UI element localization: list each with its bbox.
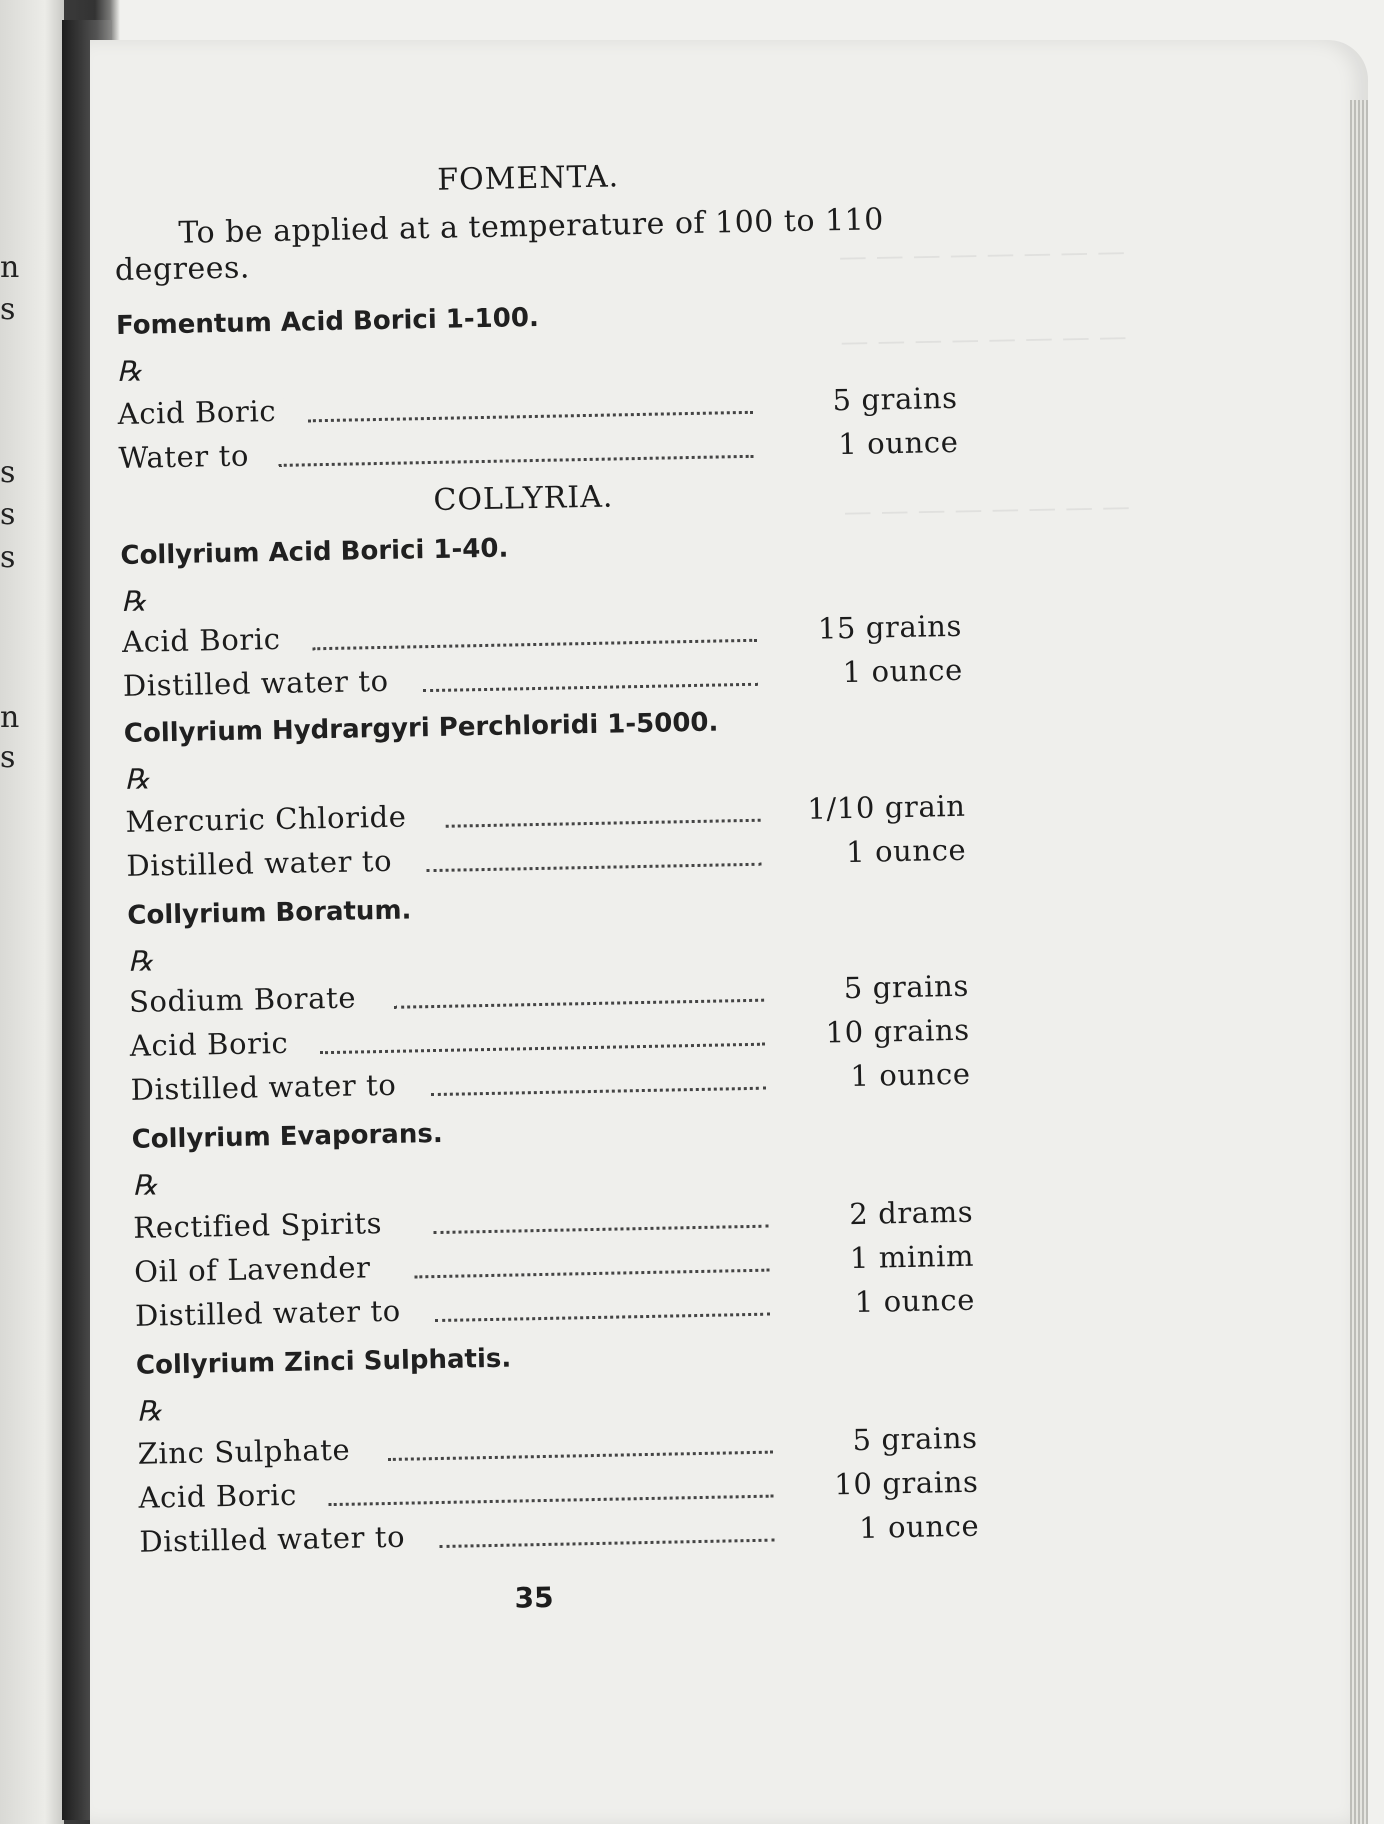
ingredient-amount: 1 ounce <box>858 1508 980 1545</box>
ingredient-amount: 1 minim <box>849 1238 975 1276</box>
leader-dots <box>446 819 761 828</box>
formula-heading: Collyrium Boratum. <box>127 895 412 931</box>
ingredient-name: Distilled water to <box>123 664 397 703</box>
left-page-fragment: s <box>0 455 16 490</box>
rx-symbol: ℞ <box>132 1168 158 1202</box>
leader-dots <box>431 1087 766 1096</box>
intro-line-1: To be applied at a temperature of 100 to 110 <box>178 202 885 251</box>
ingredient-name: Distilled water to <box>126 844 400 883</box>
leader-dots <box>388 1451 773 1461</box>
formula-heading: Collyrium Evaporans. <box>131 1118 443 1155</box>
leader-dots <box>414 1269 769 1279</box>
ingredient-name: Mercuric Chloride <box>125 799 415 839</box>
ingredient-amount: 5 grains <box>852 1420 978 1458</box>
left-page-fragment: s <box>0 740 16 775</box>
leader-dots <box>312 639 757 651</box>
leader-dots <box>308 411 753 423</box>
ingredient-amount: 1 ounce <box>842 652 964 690</box>
left-page-fragment: s <box>0 540 16 575</box>
leader-dots <box>427 863 762 872</box>
ingredient-name: Distilled water to <box>139 1520 413 1559</box>
rx-symbol: ℞ <box>121 584 147 618</box>
show-through: — — — — — — — — <box>843 489 1131 529</box>
leader-dots <box>329 1495 774 1507</box>
formula-heading: Collyrium Zinci Sulphatis. <box>135 1343 512 1381</box>
ingredient-name: Sodium Borate <box>129 980 365 1019</box>
page-number: 35 <box>514 1580 554 1615</box>
left-page-edge <box>0 0 64 1824</box>
left-page-fragment: n <box>0 700 20 735</box>
page-content <box>75 25 1384 1824</box>
ingredient-name: Water to <box>118 438 257 475</box>
rx-symbol: ℞ <box>127 944 154 978</box>
ingredient-name: Acid Boric <box>122 622 289 659</box>
ingredient-name: Acid Boric <box>138 1478 305 1515</box>
show-through: — — — — — — — — <box>840 319 1128 359</box>
ingredient-amount: 15 grains <box>817 608 963 646</box>
leader-dots <box>279 455 754 467</box>
left-page-fragment: s <box>0 497 16 532</box>
ingredient-name: Acid Boric <box>117 394 284 431</box>
formula-heading: Collyrium Hydrargyri Perchloridi 1-5000. <box>123 707 719 749</box>
ingredient-amount: 1 ounce <box>854 1282 976 1319</box>
ingredient-amount: 10 grains <box>834 1464 979 1502</box>
ingredient-amount: 5 grains <box>843 968 970 1006</box>
ingredient-name: Acid Boric <box>130 1026 297 1063</box>
ingredient-name: Rectified Spirits <box>133 1206 390 1245</box>
ingredient-amount: 5 grains <box>832 380 958 418</box>
rx-symbol: ℞ <box>124 762 151 796</box>
leader-dots <box>440 1539 775 1548</box>
ingredient-amount: 2 drams <box>848 1194 974 1232</box>
leader-dots <box>433 1225 768 1234</box>
show-through: — — — — — — — — <box>838 234 1126 274</box>
ingredient-amount: 1 ounce <box>850 1056 971 1094</box>
ingredient-name: Distilled water to <box>135 1294 409 1333</box>
ingredient-amount: 1 ounce <box>838 424 959 462</box>
section-title-fomenta: FOMENTA. <box>436 159 620 198</box>
intro-line-2: degrees. <box>114 250 251 289</box>
rx-symbol: ℞ <box>116 354 143 388</box>
leader-dots <box>435 1313 770 1322</box>
leader-dots <box>394 999 764 1009</box>
left-page-fragment: n <box>0 250 20 285</box>
ingredient-amount: 1 ounce <box>845 832 967 870</box>
rx-symbol: ℞ <box>136 1394 163 1428</box>
leader-dots <box>320 1043 765 1055</box>
left-page-fragment: s <box>0 292 16 327</box>
ingredient-amount: 1/10 grain <box>807 788 966 826</box>
formula-heading: Fomentum Acid Borici 1-100. <box>115 302 540 342</box>
ingredient-name: Distilled water to <box>130 1068 404 1107</box>
ingredient-name: Zinc Sulphate <box>137 1433 358 1471</box>
ingredient-name: Oil of Lavender <box>134 1250 379 1289</box>
section-title-collyria: COLLYRIA. <box>433 479 614 518</box>
book-page <box>90 40 1368 1824</box>
leader-dots <box>423 683 758 692</box>
ingredient-amount: 10 grains <box>825 1012 971 1050</box>
formula-heading: Collyrium Acid Borici 1-40. <box>120 533 509 571</box>
